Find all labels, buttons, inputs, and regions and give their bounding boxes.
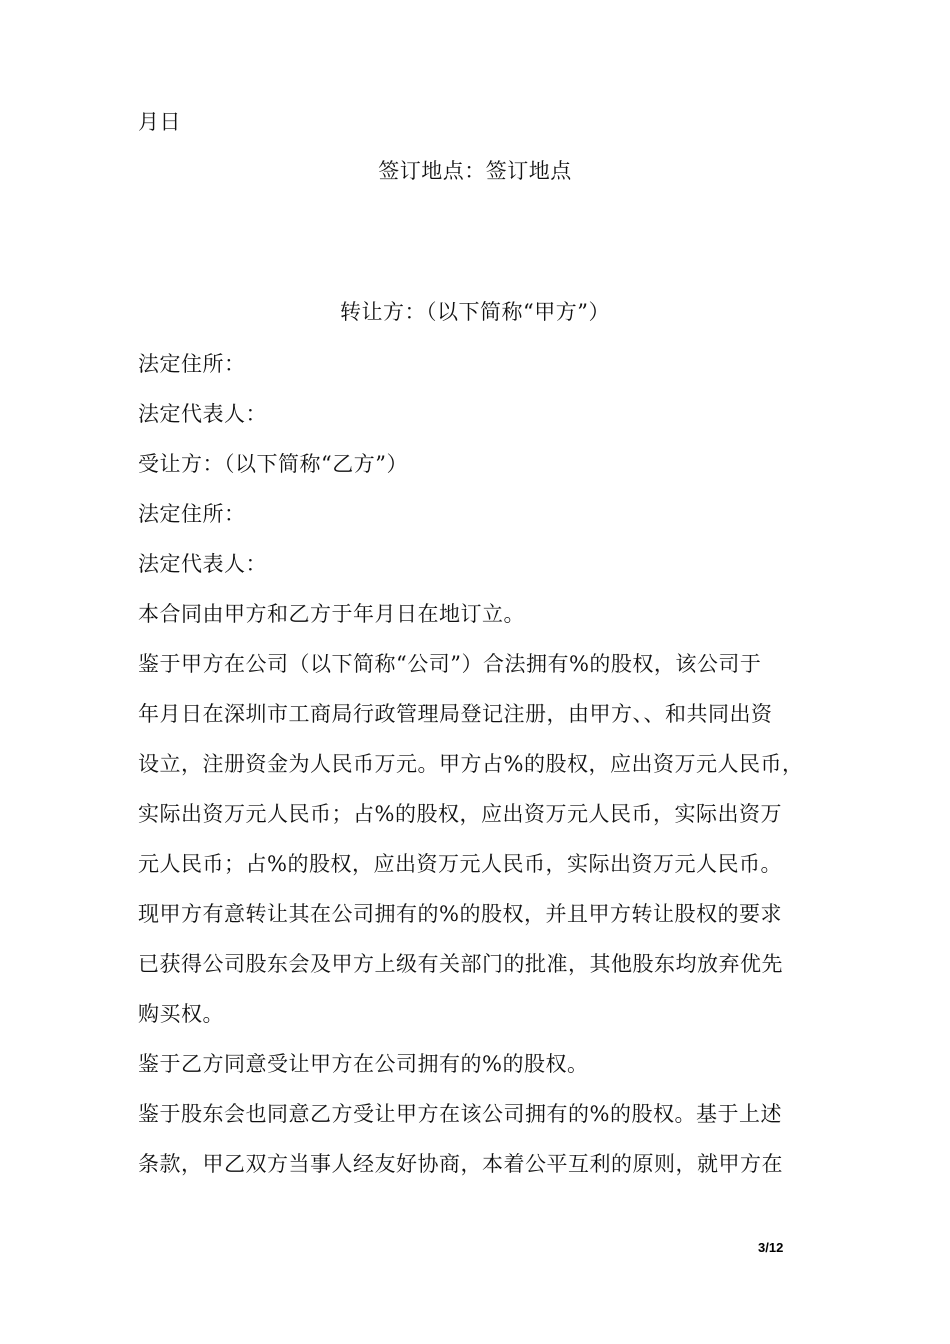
transferee-address: 法定住所： [138, 502, 246, 526]
transferor-representative: 法定代表人： [138, 402, 267, 426]
recital1-line: 设立，注册资金为人民币万元。甲方占%的股权，应出资万元人民币， [138, 752, 804, 776]
signing-place: 签订地点：签订地点 [378, 159, 572, 183]
contract-intro: 本合同由甲方和乙方于年月日在地订立。 [138, 602, 525, 626]
transferee-title: 受让方：（以下简称“乙方”） [138, 452, 408, 476]
recital2-line: 购买权。 [138, 1002, 224, 1026]
recital2-line: 现甲方有意转让其在公司拥有的%的股权，并且甲方转让股权的要求 [138, 902, 782, 926]
recital1-line: 鉴于甲方在公司（以下简称“公司”）合法拥有%的股权，该公司于 [138, 652, 762, 676]
page-number: 3/12 [758, 1240, 784, 1255]
header-date: 月日 [138, 110, 181, 134]
recital1-line: 年月日在深圳市工商局行政管理局登记注册，由甲方、、和共同出资 [138, 702, 773, 726]
recital2-line: 已获得公司股东会及甲方上级有关部门的批准，其他股东均放弃优先 [138, 952, 783, 976]
recital4-line: 鉴于股东会也同意乙方受让甲方在该公司拥有的%的股权。基于上述 [138, 1102, 782, 1126]
recital1-line: 实际出资万元人民币；占%的股权，应出资万元人民币，实际出资万 [138, 802, 782, 826]
recital3-line: 鉴于乙方同意受让甲方在公司拥有的%的股权。 [138, 1052, 589, 1076]
recital1-line: 元人民币；占%的股权，应出资万元人民币，实际出资万元人民币。 [138, 852, 782, 876]
recital4-line: 条款，甲乙双方当事人经友好协商，本着公平互利的原则，就甲方在 [138, 1152, 783, 1176]
transferor-address: 法定住所： [138, 352, 246, 376]
transferee-representative: 法定代表人： [138, 552, 267, 576]
transferor-title: 转让方：（以下简称“甲方”） [340, 300, 610, 324]
